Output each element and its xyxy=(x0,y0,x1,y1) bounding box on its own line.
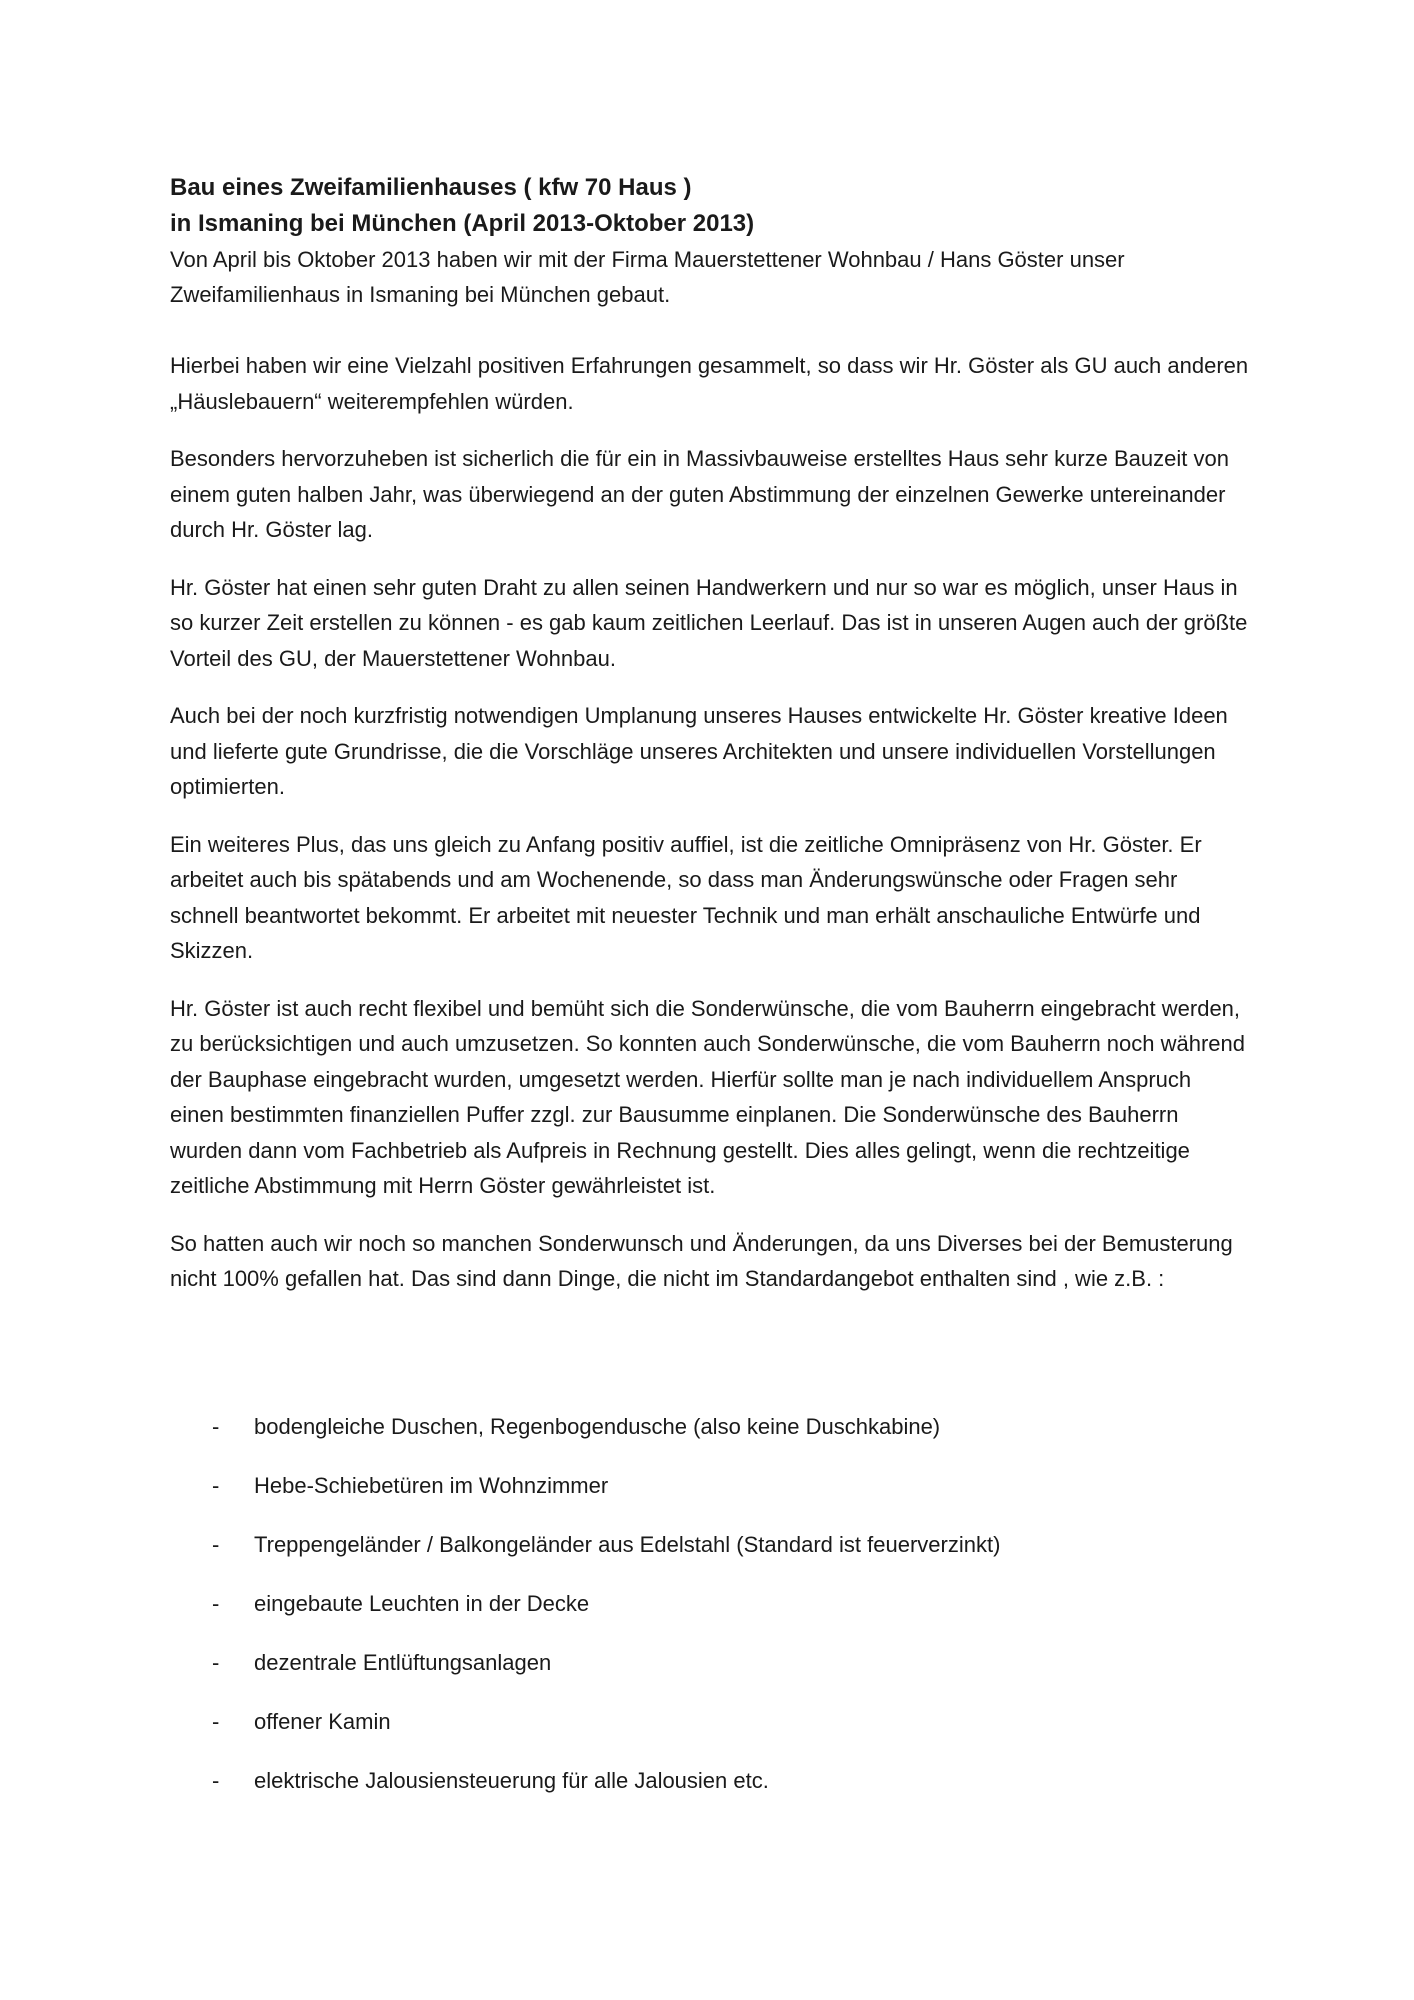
paragraph: Hr. Göster hat einen sehr guten Draht zu allen seinen Handwerkern und nur so war es möglich, unser Haus in so kurzer Zeit erstellen zu können - es gab kaum zeitlichen Leerlauf. Das ist in unseren Augen auch der größte Vorteil des GU, der Mauerstettener Wohnbau. xyxy=(170,574,1248,671)
document-page xyxy=(170,170,1250,1822)
list-item-text: dezentrale Entlüftungsanlagen xyxy=(254,1649,552,1675)
list-item-text: Hebe-Schiebetüren im Wohnzimmer xyxy=(254,1472,609,1498)
dash-marker: - xyxy=(212,1708,220,1734)
dash-marker: - xyxy=(212,1590,220,1616)
title-line-2: in Ismaning bei München (April 2013-Oktober 2013) xyxy=(170,210,755,237)
list-item-text: offener Kamin xyxy=(254,1708,391,1734)
dash-marker: - xyxy=(212,1413,220,1439)
list-item xyxy=(170,1763,1250,1798)
document-title xyxy=(170,170,1250,242)
list-item xyxy=(170,1527,1250,1562)
list-item-text: elektrische Jalousiensteuerung für alle Jalousien etc. xyxy=(254,1767,769,1793)
paragraph: Hr. Göster ist auch recht flexibel und bemüht sich die Sonderwünsche, die vom Bauherrn eingebracht werden, zu berücksichtigen und auch umzusetzen. So konnten auch Sonderwünsche, die vom Bauherrn noch während der Bauphase eingebracht wurden, umgesetzt werden. Hierfür sollte man je nach individuellem Anspruch einen bestimmten finanziellen Puffer zzgl. zur Bausumme einplanen. Die Sonderwünsche des Bauherrn wurden dann vom Fachbetrieb als Aufpreis in Rechnung gestellt. Dies alles gelingt, wenn die rechtzeitige zeitliche Abstimmung mit Herrn Göster gewährleistet ist. xyxy=(170,995,1246,1198)
paragraph: Hierbei haben wir eine Vielzahl positiven Erfahrungen gesammelt, so dass wir Hr. Göster als GU auch anderen „Häuslebauern“ weiterempfehlen würden. xyxy=(170,353,1249,414)
dash-marker: - xyxy=(212,1767,220,1793)
list-item xyxy=(170,1468,1250,1503)
special-wishes-list xyxy=(170,1409,1250,1798)
title-line-1: Bau eines Zweifamilienhauses ( kfw 70 Haus ) xyxy=(170,174,692,201)
list-item-text: eingebaute Leuchten in der Decke xyxy=(254,1590,590,1616)
dash-marker: - xyxy=(212,1472,220,1498)
list-item xyxy=(170,1586,1250,1621)
dash-marker: - xyxy=(212,1649,220,1675)
dash-marker: - xyxy=(212,1531,220,1557)
paragraph: So hatten auch wir noch so manchen Sonderwunsch und Änderungen, da uns Diverses bei der Bemusterung nicht 100% gefallen hat. Das sind dann Dinge, die nicht im Standardangebot enthalten sind , wie z.B. : xyxy=(170,1230,1233,1291)
list-item xyxy=(170,1409,1250,1444)
list-item xyxy=(170,1645,1250,1680)
list-item-text: Treppengeländer / Balkongeländer aus Edelstahl (Standard ist feuerverzinkt) xyxy=(254,1531,1001,1557)
intro-paragraph: Von April bis Oktober 2013 haben wir mit der Firma Mauerstettener Wohnbau / Hans Göster unser Zweifamilienhaus in Ismaning bei München gebaut. xyxy=(170,247,1125,307)
paragraph: Auch bei der noch kurzfristig notwendigen Umplanung unseres Hauses entwickelte Hr. Göster kreative Ideen und lieferte gute Grundrisse, die die Vorschläge unseres Architekten und unsere individuellen Vorstellungen optimierten. xyxy=(170,703,1228,799)
list-item xyxy=(170,1704,1250,1739)
list-item-text: bodengleiche Duschen, Regenbogendusche (also keine Duschkabine) xyxy=(254,1413,941,1439)
paragraph: Besonders hervorzuheben ist sicherlich die für ein in Massivbauweise erstelltes Haus sehr kurze Bauzeit von einem guten halben Jahr, was überwiegend an der guten Abstimmung der einzelnen Gewerke untereinander durch Hr. Göster lag. xyxy=(170,446,1229,542)
paragraph: Ein weiteres Plus, das uns gleich zu Anfang positiv auffiel, ist die zeitliche Omnipräsenz von Hr. Göster. Er arbeitet auch bis spätabends und am Wochenende, so dass man Änderungswünsche oder Fragen sehr schnell beantwortet bekommt. Er arbeitet mit neuester Technik und man erhält anschauliche Entwürfe und Skizzen. xyxy=(170,831,1202,963)
